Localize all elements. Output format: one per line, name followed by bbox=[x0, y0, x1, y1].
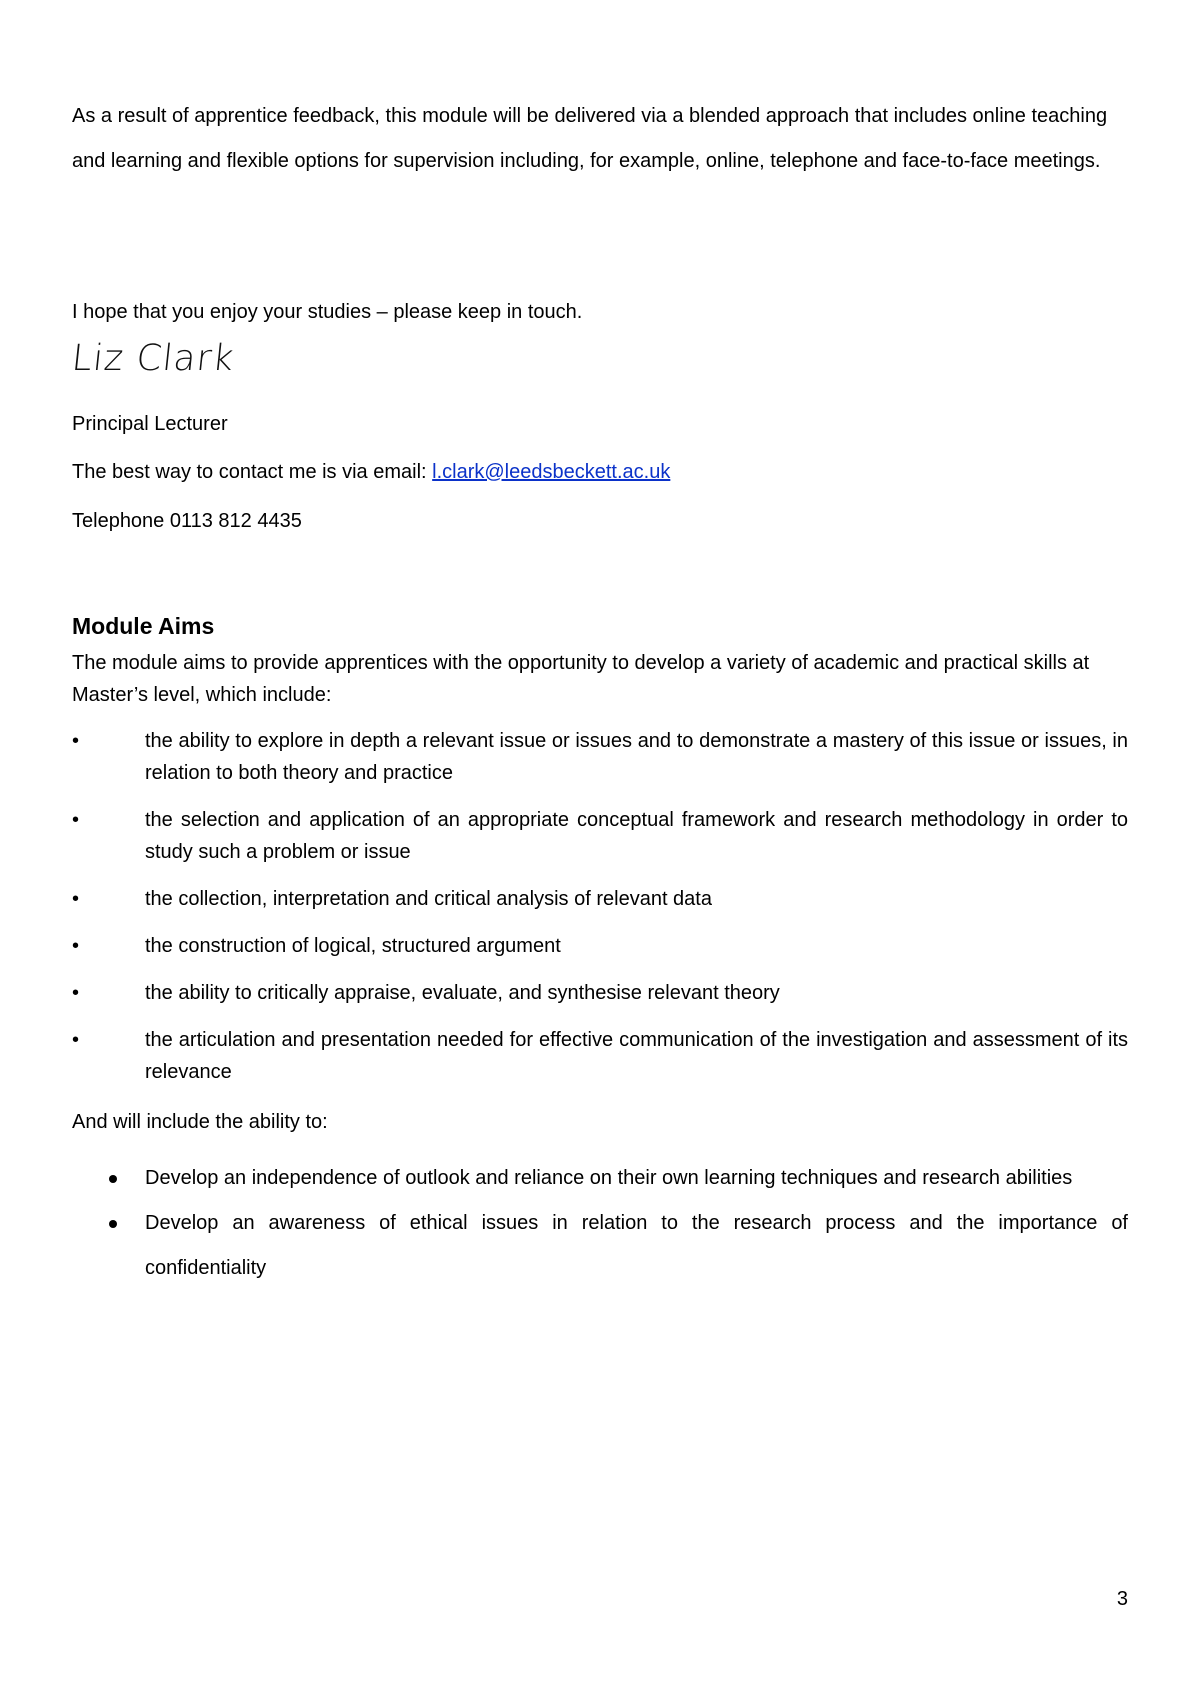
abilities-intro: And will include the ability to: bbox=[72, 1111, 328, 1133]
list-item-text: Develop an independence of outlook and reliance on their own learning techniques and research abilities bbox=[145, 1167, 1073, 1189]
list-item bbox=[72, 804, 1128, 868]
bullet-icon: • bbox=[72, 982, 80, 1004]
bullet-icon: • bbox=[72, 1029, 80, 1051]
contact-prefix: The best way to contact me is via email: bbox=[72, 461, 433, 483]
email-link[interactable]: l.clark@leedsbeckett.ac.uk bbox=[432, 461, 671, 483]
abilities-list bbox=[72, 1156, 1128, 1291]
list-item bbox=[72, 1201, 1128, 1291]
bullet-dot-icon bbox=[109, 1175, 117, 1183]
list-item bbox=[72, 1024, 1128, 1088]
author-role: Principal Lecturer bbox=[72, 413, 228, 435]
list-item-text: the ability to critically appraise, evaluate, and synthesise relevant theory bbox=[145, 982, 780, 1004]
module-aims-list bbox=[72, 725, 1128, 1103]
module-aims-heading: Module Aims bbox=[72, 613, 215, 639]
bullet-icon: • bbox=[72, 730, 80, 752]
bullet-icon: • bbox=[72, 809, 80, 831]
list-item-text: the selection and application of an appropriate conceptual framework and research methodology in order to study such a problem or issue bbox=[145, 809, 1128, 863]
module-aims-intro: The module aims to provide apprentices with the opportunity to develop a variety of academic and practical skills at Master’s level, which include: bbox=[72, 652, 1090, 706]
list-item-text: Develop an awareness of ethical issues in relation to the research process and the importance of confidentiality bbox=[145, 1212, 1128, 1279]
signature: Liz Clark bbox=[69, 338, 237, 379]
list-item bbox=[72, 725, 1128, 789]
page-number: 3 bbox=[1116, 1588, 1128, 1610]
closing-hope: I hope that you enjoy your studies – please keep in touch. bbox=[72, 301, 583, 323]
list-item-text: the construction of logical, structured argument bbox=[145, 935, 561, 957]
telephone-line: Telephone 0113 812 4435 bbox=[72, 510, 302, 532]
bullet-dot-icon bbox=[109, 1220, 117, 1228]
bullet-icon: • bbox=[72, 935, 80, 957]
list-item-text: the ability to explore in depth a relevant issue or issues and to demonstrate a mastery of this issue or issues, in relation to both theory and practice bbox=[145, 730, 1128, 784]
list-item bbox=[72, 977, 1128, 1009]
list-item-text: the collection, interpretation and critical analysis of relevant data bbox=[145, 888, 712, 910]
list-item bbox=[72, 883, 1128, 915]
contact-line bbox=[72, 457, 1128, 487]
list-item-text: the articulation and presentation needed for effective communication of the investigation and assessment of its relevance bbox=[145, 1029, 1128, 1083]
intro-paragraph: As a result of apprentice feedback, this module will be delivered via a blended approach that includes online teaching and learning and flexible options for supervision including, for example, online, telephone and face-to-face meetings. bbox=[72, 105, 1108, 172]
bullet-icon: • bbox=[72, 888, 80, 910]
list-item bbox=[72, 930, 1128, 962]
list-item bbox=[72, 1156, 1128, 1201]
